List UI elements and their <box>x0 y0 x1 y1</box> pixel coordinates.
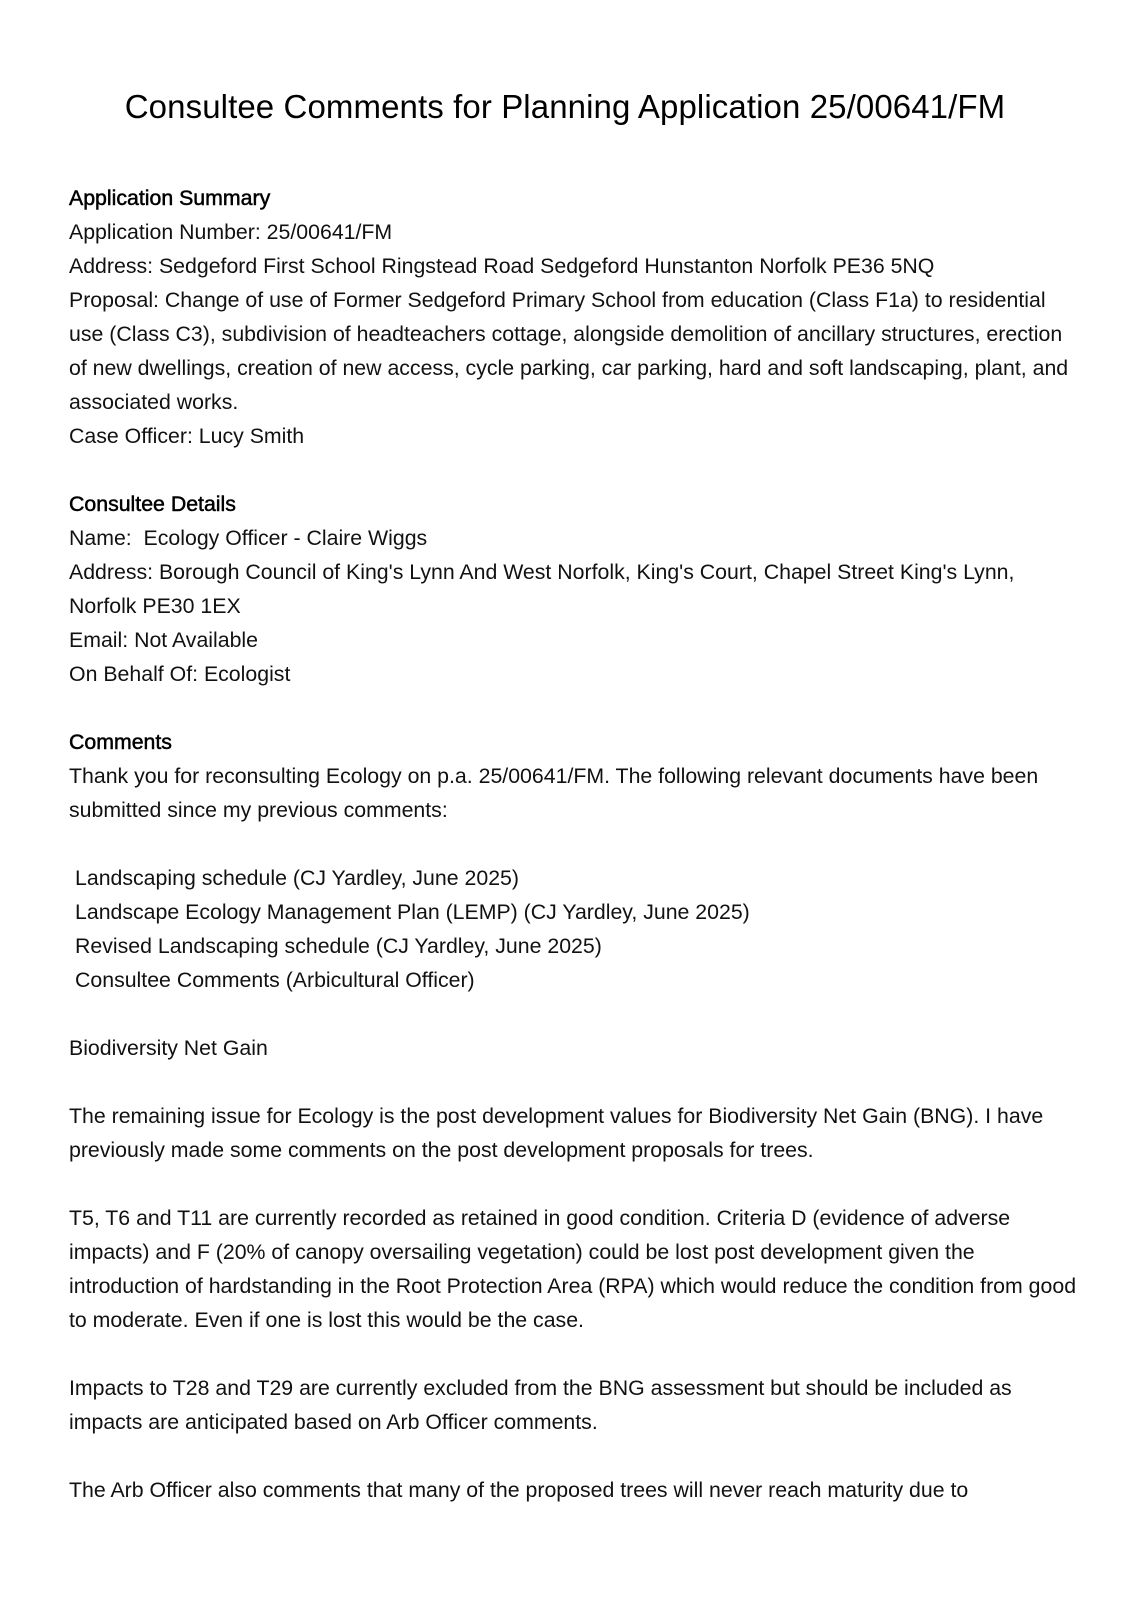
case-officer: Case Officer: Lucy Smith <box>69 424 305 448</box>
spacer <box>69 1065 1079 1099</box>
comment-paragraph: T5, T6 and T11 are currently recorded as retained in good condition. Criteria D (evidence of adverse impacts) and F (20% of canopy oversailing vegetation) could be lost post development given the introduction of hardstanding in the Root Protection Area (RPA) which would reduce the condition from good to moderate. Even if one is lost this would be the case. <box>69 1206 1077 1332</box>
comment-paragraph: The remaining issue for Ecology is the post development values for Biodiversity Net Gain (BNG). I have previously made some comments on the post development proposals for trees. <box>69 1104 1044 1162</box>
consultee-details-heading: Consultee Details <box>69 492 236 516</box>
consultee-details-section <box>69 487 1079 691</box>
spacer <box>69 1337 1079 1371</box>
comment-paragraph: Impacts to T28 and T29 are currently excluded from the BNG assessment but should be included as impacts are anticipated based on Arb Officer comments. <box>69 1376 1012 1434</box>
consultee-email: Email: Not Available <box>69 628 259 652</box>
spacer <box>69 1439 1079 1473</box>
list-item: Revised Landscaping schedule (CJ Yardley, June 2025) <box>75 934 602 958</box>
spacer <box>69 997 1079 1031</box>
application-proposal: Proposal: Change of use of Former Sedgeford Primary School from education (Class F1a) to residential use (Class C3), subdivision of headteachers cottage, alongside demolition of ancillary structures, erection of new dwellings, creation of new access, cycle parking, car parking, hard and soft landscaping, plant, and associated works. <box>69 288 1069 414</box>
spacer <box>69 453 1079 487</box>
page-title: Consultee Comments for Planning Application 25/00641/FM <box>124 88 1006 125</box>
document-body <box>69 181 1079 1507</box>
application-number: Application Number: 25/00641/FM <box>69 220 393 244</box>
documents-list <box>69 861 1079 997</box>
comments-heading: Comments <box>69 730 172 754</box>
application-address: Address: Sedgeford First School Ringstead Road Sedgeford Hunstanton Norfolk PE36 5NQ <box>69 254 935 278</box>
consultee-address: Address: Borough Council of King's Lynn And West Norfolk, King's Court, Chapel Street King's Lynn, Norfolk PE30 1EX <box>69 560 1015 618</box>
comment-paragraph: The Arb Officer also comments that many of the proposed trees will never reach maturity due to <box>69 1478 969 1502</box>
spacer <box>69 827 1079 861</box>
comments-section <box>69 725 1079 1507</box>
list-item: Landscaping schedule (CJ Yardley, June 2025) <box>75 866 519 890</box>
bng-heading: Biodiversity Net Gain <box>69 1036 268 1060</box>
spacer <box>69 1167 1079 1201</box>
application-summary-section <box>69 181 1079 453</box>
consultee-on-behalf-of: On Behalf Of: Ecologist <box>69 662 291 686</box>
application-summary-heading: Application Summary <box>69 186 271 210</box>
consultee-name: Name: Ecology Officer - Claire Wiggs <box>69 526 428 550</box>
list-item: Consultee Comments (Arbicultural Officer) <box>75 968 475 992</box>
comments-intro: Thank you for reconsulting Ecology on p.a. 25/00641/FM. The following relevant documents have been submitted since my previous comments: <box>69 764 1039 822</box>
list-item: Landscape Ecology Management Plan (LEMP) (CJ Yardley, June 2025) <box>75 900 750 924</box>
spacer <box>69 691 1079 725</box>
